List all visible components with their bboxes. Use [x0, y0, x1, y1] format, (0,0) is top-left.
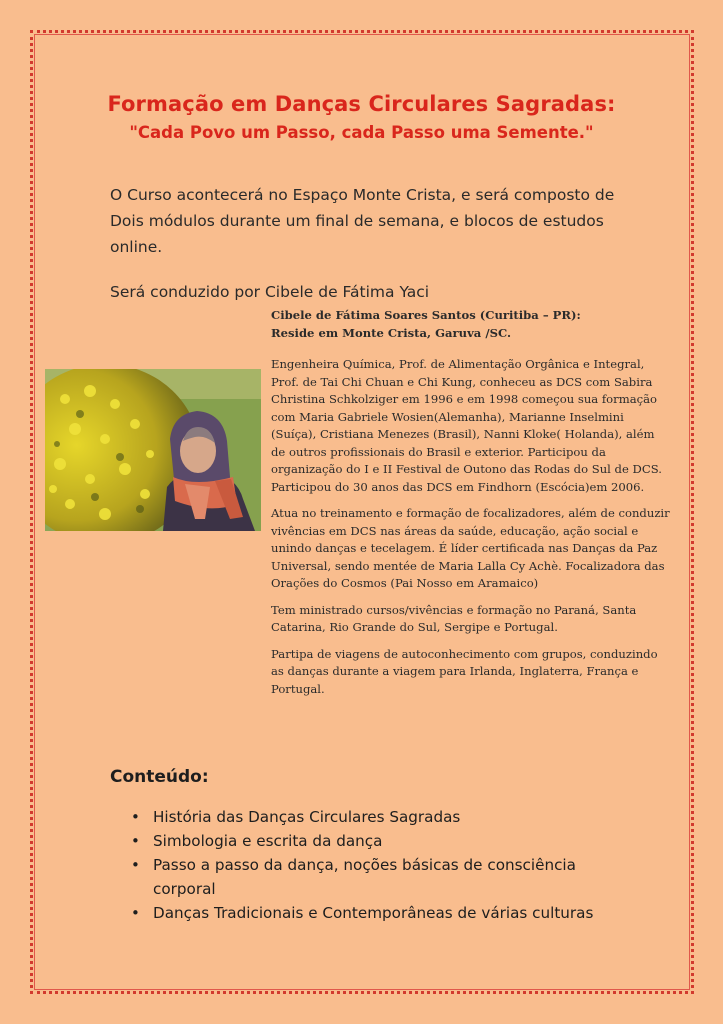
bio-paragraph: Partipa de viagens de autoconhecimento com grupos, conduzindo as danças durante a viagem para Irlanda, Inglaterra, França e Portugal. — [271, 646, 658, 696]
page-title: Formação em Danças Circulares Sagradas: — [107, 92, 616, 116]
instructor-photo — [45, 369, 261, 531]
bio-name-line: Cibele de Fátima Soares Santos (Curitiba – PR): — [271, 308, 581, 322]
bio-header — [271, 307, 671, 342]
page-subtitle: "Cada Povo um Passo, cada Passo uma Semente." — [129, 123, 594, 142]
led-by-line: Será conduzido por Cibele de Fátima Yaci — [110, 283, 430, 301]
list-item: • História das Danças Circulares Sagradas — [110, 805, 620, 829]
content-heading: Conteúdo: — [110, 767, 209, 787]
bio-paragraph: Engenheira Química, Prof. de Alimentação Orgânica e Integral, Prof. de Tai Chi Chuan e Chi Kung, conheceu as DCS com Sabira Christina Schkolziger em 1996 e em 1998 começou sua formação com Maria Gabriele Wosien(Alemanha), Marianne Inselmini (Suíça), Cristiana Menezes (Brasil), Nanni Kloke( Holanda), além de outros profissionais do Brasil e exterior. Participou da organização do I e II Festival de Outono das Rodas do Sul de DCS. Participou do 30 anos das DCS em Findhorn (Escócia)em 2006. — [271, 357, 662, 494]
bio-paragraph: Tem ministrado cursos/vivências e formação no Paraná, Santa Catarina, Rio Grande do Sul, Sergipe e Portugal. — [271, 602, 637, 634]
list-item: • Simbologia e escrita da dança — [110, 829, 620, 853]
content-list — [110, 805, 620, 925]
intro-paragraph: O Curso acontecerá no Espaço Monte Crista, e será composto de Dois módulos durante um final de semana, e blocos de estudos online. — [110, 186, 615, 256]
list-item: • Passo a passo da dança, noções básicas de consciência corporal — [110, 853, 620, 901]
bio-paragraph: Atua no treinamento e formação de focalizadores, além de conduzir vivências em DCS nas áreas da saúde, educação, ação social e unindo danças e tecelagem. É líder certificada nas Danças da Paz Universal, sendo mentée de Maria Lalla Cy Achè. Focalizadora das Orações do Cosmos (Pai Nosso em Aramaico) — [271, 506, 670, 590]
bio-residence-line: Reside em Monte Crista, Garuva /SC. — [271, 325, 512, 340]
instructor-bio — [271, 307, 671, 707]
list-item: • Danças Tradicionais e Contemporâneas de várias culturas — [110, 901, 620, 925]
